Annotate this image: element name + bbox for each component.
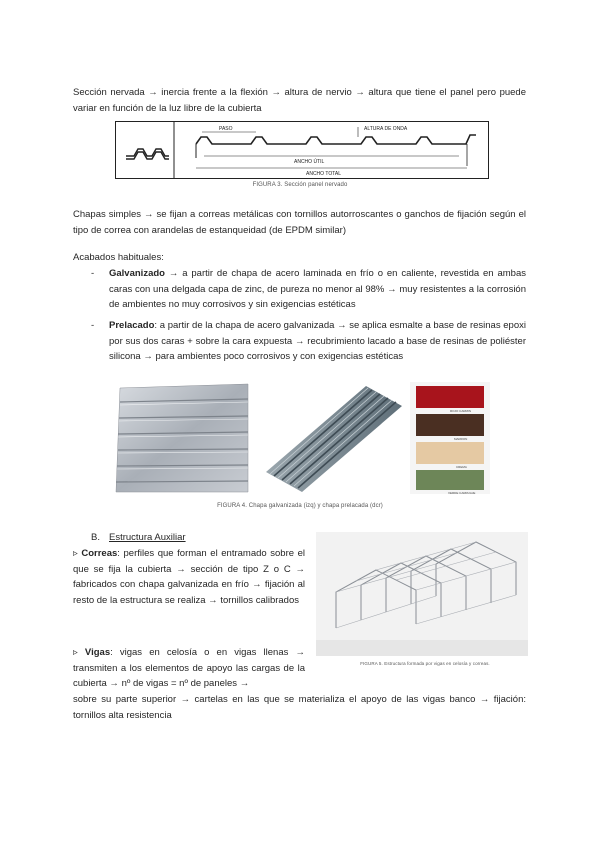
term-vigas: Vigas (84, 647, 111, 658)
swatch-label-red: ROJO CARMIN (450, 409, 471, 413)
steel-structure-drawing (316, 532, 528, 656)
swatch-red (416, 386, 484, 408)
figure-5-caption: FIGURA 5. Estructura formada por vigas en celosía y correas. (360, 661, 490, 666)
bullet-triangle-icon: ▹ (73, 548, 78, 559)
section-heading-estructura: Estructura Auxiliar (109, 532, 186, 543)
panel-section-drawing (116, 122, 488, 178)
figure-structure (316, 532, 528, 656)
label-altura-onda: ALTURA DE ONDA (364, 126, 408, 132)
figure-4-caption: FIGURA 4. Chapa galvanizada (izq) y chapa prelacada (dcr) (217, 503, 383, 509)
label-ancho-util: ANCHO ÚTIL (294, 159, 325, 165)
paragraph-correas: ▹ Correas: perfiles que forman el entramado sobre el que se fija la cubierta → sección de tipo Z o C → fabricados con chapa galvanizada en frío → fijación al resto de la estructura se realiza → tornillos calibrados (73, 548, 305, 606)
term-correas: Correas (81, 548, 118, 559)
swatch-brown (416, 414, 484, 436)
paragraph-vigas: ▹ Vigas: vigas en celosía o en vigas llenas → transmiten a los elementos de apoyo las cargas de la cubierta → nº de vigas = nº de paneles → (73, 647, 306, 689)
item-galvanizado: Galvanizado → a partir de chapa de acero laminada en frío o en caliente, revestida en ambas caras con una delgada capa de zinc, de pureza no menor al 98% → muy resistentes a la corrosión de ambientes no muy corrosivos y sin exigencias estéticas (109, 268, 526, 310)
figure-panel-section (115, 121, 489, 179)
label-paso: PASO (219, 126, 233, 132)
swatch-cream (416, 442, 484, 464)
prelacado-sheet-image (256, 380, 406, 496)
swatch-green (416, 470, 484, 490)
bullet-triangle-icon: ▹ (73, 647, 78, 658)
item-prelacado: Prelacado: a partir de la chapa de acero galvanizada → se aplica esmalte a base de resinas epoxi por sus dos caras + sobre la cara expuesta → recubrimiento lacado a base de resinas de poliéster silicona → para ambientes poco corrosivos y con exigencias estéticas (109, 320, 526, 362)
bullet-dash: - (91, 268, 95, 279)
paragraph-chapas-simples: Chapas simples → se fijan a correas metálicas con tornillos autorroscantes o ganchos de fijación según el tipo de correa con arandelas de estanqueidad (de EPDM similar) (73, 209, 526, 236)
label-ancho-total: ANCHO TOTAL (306, 171, 342, 177)
acabados-heading: Acabados habituales: (73, 252, 164, 263)
term-prelacado: Prelacado (109, 320, 155, 331)
swatch-label-green: VERDE CARRUAJE (448, 491, 476, 495)
swatch-label-cream: CREMA (456, 465, 467, 469)
paragraph-vigas-cont: sobre su parte superior → cartelas en las que se materializa el apoyo de las vigas banco → fijación: tornillos alta resistencia (73, 694, 526, 721)
section-number: B. (91, 532, 100, 543)
paragraph-seccion-nervada: Sección nervada → inercia frente a la flexión → altura de nervio → altura que tiene el panel pero puede variar en función de la luz libre de la cubierta (73, 87, 526, 114)
figure-chapas (112, 380, 492, 496)
term-galvanizado: Galvanizado (109, 268, 165, 279)
swatch-label-brown: MARRON (454, 437, 468, 441)
color-swatches (410, 382, 490, 494)
bullet-dash: - (91, 320, 95, 331)
figure-3-caption: FIGURA 3. Sección panel nervado (252, 182, 348, 188)
galvanized-sheet-image (112, 380, 252, 496)
